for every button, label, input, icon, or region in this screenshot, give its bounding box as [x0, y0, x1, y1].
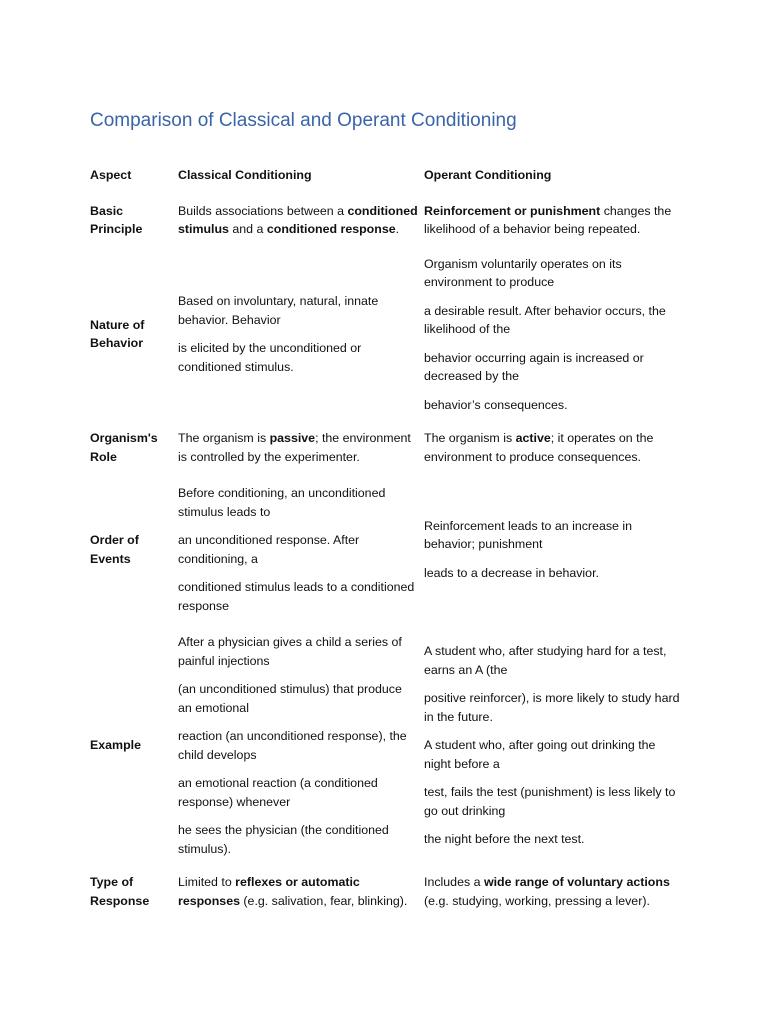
- text-run: Includes a: [424, 875, 484, 889]
- cell-paragraph: an unconditioned response. After conditioning, a: [178, 533, 360, 566]
- cell-paragraph: positive reinforcer), is more likely to study hard in the future.: [424, 691, 680, 724]
- header-operant: Operant Conditioning: [424, 168, 552, 182]
- cell-paragraph: behavior’s consequences.: [424, 397, 568, 412]
- cell-paragraph: leads to a decrease in behavior.: [424, 565, 599, 580]
- operant-cell: [422, 627, 684, 870]
- emphasis-run: conditioned stimulus: [178, 203, 418, 236]
- emphasis-run: conditioned response: [266, 222, 396, 236]
- cell-paragraph: Reinforcement leads to an increase in behavior; punishment: [424, 518, 633, 552]
- aspect-cell: Example: [90, 738, 141, 753]
- cell-paragraph: (an unconditioned stimulus) that produce an emotional: [178, 682, 402, 715]
- classical-cell: [176, 249, 422, 427]
- emphasis-run: passive: [269, 431, 316, 445]
- cell-paragraph: a desirable result. After behavior occurs, the likelihood of the: [424, 303, 666, 336]
- header-aspect: Aspect: [90, 168, 132, 182]
- operant-cell: [422, 478, 684, 627]
- classical-cell: [176, 870, 422, 913]
- page-title: Comparison of Classical and Operant Conditioning: [90, 110, 517, 131]
- text-run: .: [395, 222, 400, 236]
- table-row: [88, 870, 684, 913]
- cell-paragraph: conditioned stimulus leads to a conditioned response: [178, 580, 415, 613]
- text-run: changes the likelihood of a behavior being repeated.: [424, 203, 672, 236]
- table-row: [88, 627, 684, 870]
- emphasis-run: active: [515, 431, 551, 445]
- cell-paragraph: test, fails the test (punishment) is less likely to go out drinking: [424, 785, 676, 818]
- classical-cell: [176, 627, 422, 870]
- text-run: Limited to: [178, 875, 236, 889]
- aspect-cell: Organism's Role: [90, 431, 158, 464]
- aspect-cell: Nature of Behavior: [90, 317, 145, 351]
- emphasis-run: reflexes or automatic responses: [178, 875, 360, 908]
- cell-paragraph: behavior occurring again is increased or decreased by the: [424, 350, 644, 383]
- operant-cell: [422, 249, 684, 427]
- emphasis-run: Reinforcement or punishment: [424, 203, 601, 218]
- table-row: [88, 249, 684, 427]
- classical-cell: [176, 199, 422, 249]
- cell-paragraph: reaction (an unconditioned response), the child develops: [178, 729, 407, 762]
- text-run: The organism is: [178, 431, 270, 445]
- comparison-table: [88, 160, 684, 913]
- table-row: [88, 478, 684, 627]
- operant-cell: [422, 199, 684, 249]
- cell-paragraph: A student who, after studying hard for a test, earns an A (the: [424, 644, 667, 677]
- cell-paragraph: Before conditioning, an unconditioned stimulus leads to: [178, 486, 386, 519]
- aspect-cell: Basic Principle: [90, 203, 143, 236]
- cell-paragraph: the night before the next test.: [424, 832, 585, 847]
- aspect-cell: Order of Events: [90, 533, 139, 566]
- text-run: (e.g. studying, working, pressing a lever).: [424, 893, 650, 908]
- cell-paragraph: he sees the physician (the conditioned stimulus).: [178, 823, 389, 856]
- table-row: [88, 199, 684, 249]
- text-run: Builds associations between a: [178, 203, 348, 218]
- operant-cell: [422, 870, 684, 913]
- cell-paragraph: After a physician gives a child a series of painful injections: [178, 635, 402, 668]
- header-classical: Classical Conditioning: [178, 168, 312, 182]
- emphasis-run: wide range of voluntary actions: [483, 875, 670, 889]
- cell-paragraph: an emotional reaction (a conditioned response) whenever: [178, 776, 378, 809]
- table-header-row: [88, 160, 684, 199]
- table-row: [88, 426, 684, 478]
- text-run: ; the environment is controlled by the experimenter.: [178, 431, 411, 464]
- cell-paragraph: is elicited by the unconditioned or conditioned stimulus.: [178, 341, 362, 374]
- cell-paragraph: Based on involuntary, natural, innate behavior. Behavior: [178, 294, 379, 327]
- text-run: (e.g. salivation, fear, blinking).: [239, 893, 408, 908]
- classical-cell: [176, 426, 422, 478]
- text-run: and a: [228, 222, 267, 236]
- aspect-cell: Type of Response: [90, 875, 150, 908]
- text-run: ; it operates on the environment to produce consequences.: [424, 431, 654, 464]
- text-run: The organism is: [424, 431, 516, 445]
- cell-paragraph: A student who, after going out drinking the night before a: [424, 738, 656, 771]
- cell-paragraph: Organism voluntarily operates on its environment to produce: [424, 256, 622, 289]
- operant-cell: [422, 426, 684, 478]
- classical-cell: [176, 478, 422, 627]
